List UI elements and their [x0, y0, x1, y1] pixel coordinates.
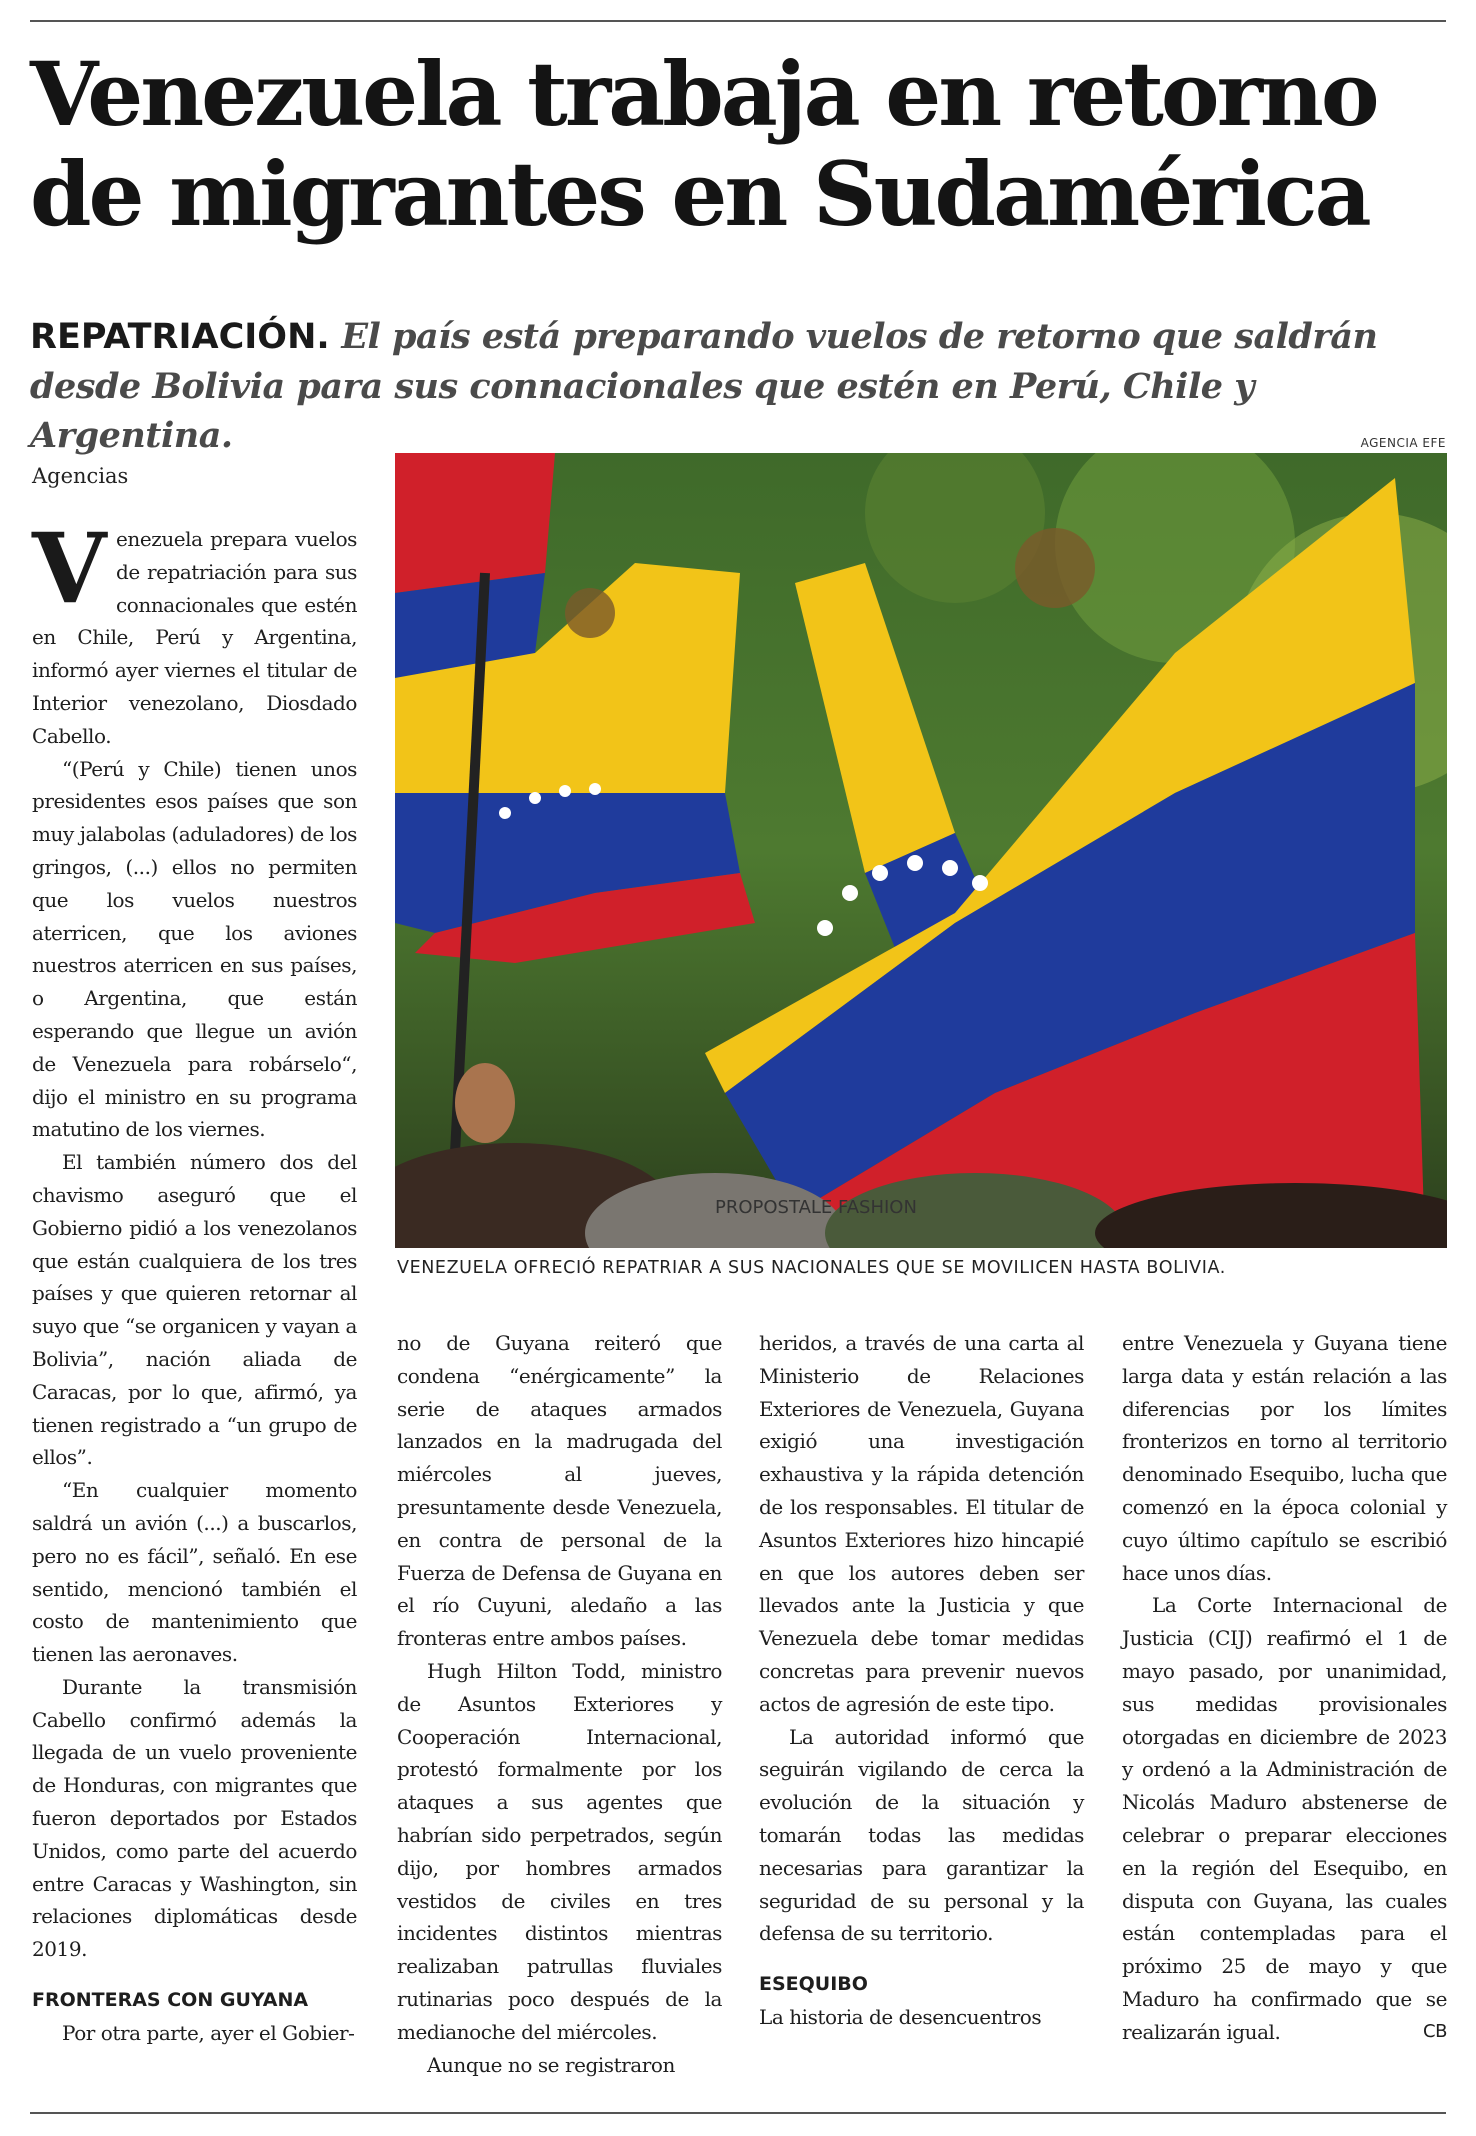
paragraph-1 — [32, 512, 357, 753]
cap-text: PROPOSTALE FASHION — [715, 1197, 917, 1218]
paragraph-3: El también número dos del chavismo aseguró que el Gobierno pidió a los venezolanos que están cualquiera de los tres países y que quieren retornar al suyo que “se organicen y vayan a Bolivia”, nación aliada de Caracas, por lo que, afirmó, ya tienen registrado a “un grupo de ellos”. — [32, 1150, 357, 1470]
paragraph-1-text: enezuela prepara vuelos de repatriación para sus connacionales que estén en Chile, Perú y Argentina, informó ayer viernes el titular de Interior venezolano, Diosdado Cabello. — [32, 527, 357, 748]
top-rule — [30, 20, 1446, 22]
paragraph-6-start: Por otra parte, ayer el Gobier- — [62, 2020, 355, 2045]
bottom-rule — [30, 2112, 1446, 2114]
column-2 — [397, 1327, 722, 2081]
column-3 — [759, 1327, 1084, 2034]
photo-caption: VENEZUELA OFRECIÓ REPATRIAR A SUS NACIONALES QUE SE MOVILICEN HASTA BOLIVIA. — [397, 1258, 1226, 1278]
photo-credit: AGENCIA EFE — [1360, 436, 1446, 450]
lead-paragraphs — [32, 512, 357, 2050]
photo-venezuelan-flags — [395, 453, 1447, 1248]
paragraph-6-cont: no de Guyana reiteró que condena “enérgicamente” la serie de ataques armados lanzados en la madrugada del miércoles al jueves, presuntamente desde Venezuela, en contra de personal de la Fuerza de Defensa de Guyana en el río Cuyuni, aledaño a las fronteras entre ambos países. — [397, 1331, 722, 1651]
paragraph-7: Hugh Hilton Todd, ministro de Asuntos Exteriores y Cooperación Internacional, protestó formalmente por los ataques a sus agentes que habrían sido perpetrados, según dijo, por hombres armados vestidos de civiles en tres incidentes distintos mientras realizaban patrullas fluviales rutinarias poco después de la medianoche del miércoles. — [397, 1658, 722, 2044]
paragraph-10-start: La historia de desencuentros — [759, 2004, 1042, 2029]
subhead-esequibo: ESEQUIBO — [759, 1973, 868, 1996]
paragraph-9: La autoridad informó que seguirán vigilando de cerca la evolución de la situación y tomarán todas las medidas necesarias para garantizar la seguridad de su personal y la defensa de su territorio. — [759, 1724, 1084, 1946]
column-4 — [1122, 1327, 1447, 2049]
end-mark: CB — [1422, 2020, 1447, 2042]
headline-line-2: de migrantes en Sudamérica — [30, 142, 1369, 246]
subhead-fronteras: FRONTERAS CON GUYANA — [32, 1989, 309, 2012]
paragraph-8-start: Aunque no se registraron — [427, 2052, 675, 2077]
deck-kicker: REPATRIACIÓN. — [30, 317, 330, 357]
paragraph-8-cont: heridos, a través de una carta al Ministerio de Relaciones Exteriores de Venezuela, Guyana exigió una investigación exhaustiva y la rápida detención de los responsables. El titular de Asuntos Exteriores hizo hincapié en que los autores deben ser llevados ante la Justicia y que Venezuela debe tomar medidas concretas para prevenir nuevos actos de agresión de este tipo. — [759, 1331, 1084, 1716]
byline: Agencias — [32, 464, 129, 488]
headline-line-1: Venezuela trabaja en retorno — [30, 42, 1377, 146]
paragraph-10-cont: entre Venezuela y Guyana tiene larga data y están relación a las diferencias por los límites fronterizos en torno al territorio denominado Esequibo, lucha que comenzó en la época colonial y cuyo último capítulo se escribió hace unos días. — [1122, 1331, 1447, 1585]
drop-cap: V — [32, 512, 107, 625]
deck — [30, 312, 1440, 460]
paragraph-2: “(Perú y Chile) tienen unos presidentes esos países que son muy jalabolas (aduladores) de los gringos, (...) ellos no permiten que los vuelos nuestros aterricen, que los aviones nuestros aterricen en sus países, o Argentina, que están esperando que llegue un avión de Venezuela para robárselo“, dijo el ministro en su programa matutino de los viernes. — [32, 756, 357, 1142]
paragraph-4: “En cualquier momento saldrá un avión (...) a buscarlos, pero no es fácil”, señaló. En ese sentido, mencionó también el costo de mantenimiento que tienen las aeronaves. — [32, 1478, 357, 1667]
paragraph-11-text: La Corte Internacional de Justicia (CIJ) reafirmó el 1 de mayo pasado, por unanimidad, sus medidas provisionales otorgadas en diciembre de 2023 y ordenó a la Administración de Nicolás Maduro abstenerse de celebrar o preparar elecciones en la región del Esequibo, en disputa con Guyana, las cuales están contempladas para el próximo 25 de mayo y que Maduro ha confirmado que se realizarán igual. — [1122, 1593, 1447, 2044]
paragraph-11 — [1122, 1589, 1447, 2048]
paragraph-5: Durante la transmisión Cabello confirmó además la llegada de un vuelo proveniente de Honduras, con migrantes que fueron deportados por Estados Unidos, como parte del acuerdo entre Caracas y Washington, sin relaciones diplomáticas desde 2019. — [32, 1674, 357, 1962]
headline — [30, 44, 1450, 244]
deck-text: El país está preparando vuelos de retorno que saldrán desde Bolivia para sus connacionales que estén en Perú, Chile y Argentina. — [30, 316, 1378, 456]
flags-illustration — [395, 453, 1447, 1248]
